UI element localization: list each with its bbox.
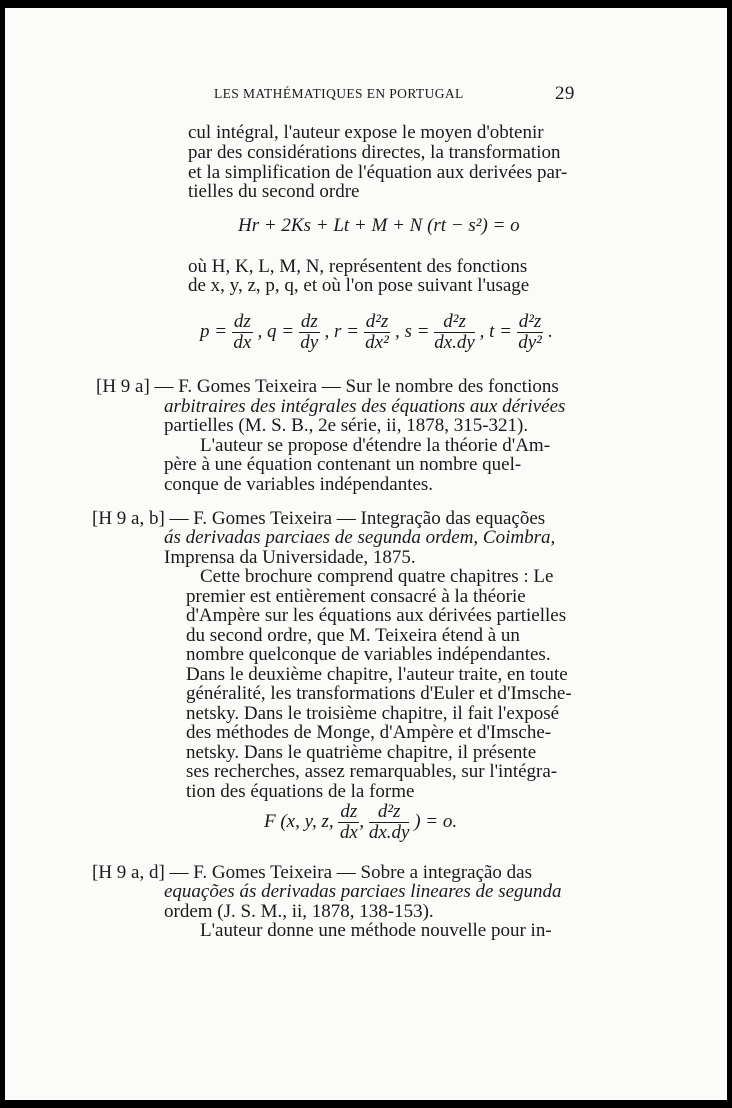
frac-den: dy (300, 332, 319, 353)
frac-num: dz (340, 801, 358, 822)
text-line: conque de variables indépendantes. (164, 474, 434, 495)
reference-heading: [H 9 a] — F. Gomes Teixeira — Sur le nombre des fonctions (96, 376, 559, 397)
def-p: p = (200, 320, 228, 342)
equation-definitions (200, 312, 553, 353)
fraction (299, 312, 320, 353)
text-line: par des considérations directes, la transformation (188, 142, 561, 163)
reference-heading: [H 9 a, b] — F. Gomes Teixeira — Integração das equações (92, 508, 546, 529)
text-line: Dans le deuxième chapitre, l'auteur traite, en toute (186, 664, 568, 685)
text-line: d'Ampère sur les équations aux dérivées partielles (186, 605, 567, 626)
text-line: netsky. Dans le troisième chapitre, il fait l'exposé (186, 703, 560, 724)
frac-den: dy² (518, 332, 542, 353)
def-s: , s = (395, 320, 430, 342)
text-line: ordem (J. S. M., ii, 1878, 138-153). (164, 901, 434, 922)
text-line: père à une équation contenant un nombre quel- (164, 454, 522, 475)
formula-lead: F (x, y, z, (264, 810, 334, 832)
text-line: ses recherches, assez remarquables, sur l'intégra- (186, 761, 558, 782)
text-line: L'auteur se propose d'étendre la théorie d'Am- (200, 435, 551, 456)
formula-sep: , (359, 810, 365, 832)
text-line: généralité, les transformations d'Euler et d'Imsche- (186, 683, 572, 704)
def-t: , t = (479, 320, 512, 342)
frac-num: dz (233, 311, 251, 332)
frac-num: dz (300, 311, 318, 332)
fraction (338, 802, 359, 843)
running-title: LES MATHÉMATIQUES EN PORTUGAL (214, 86, 464, 101)
fraction (364, 312, 391, 353)
formula-tail: ) = o. (414, 810, 458, 832)
frac-num: d²z (434, 312, 475, 333)
frac-num: d²z (365, 311, 389, 332)
def-q: , q = (257, 320, 295, 342)
page-number: 29 (555, 83, 575, 104)
def-r: , r = (324, 320, 359, 342)
text-line: tielles du second ordre (188, 181, 360, 202)
equation-main: Hr + 2Ks + Lt + M + N (rt − s²) = o (238, 215, 520, 236)
frac-den: dx.dy (434, 332, 475, 353)
text-line: des méthodes de Monge, d'Ampère et d'Imsche- (186, 722, 552, 743)
text-line: premier est entièrement consacré à la théorie (186, 586, 526, 607)
fraction (517, 312, 544, 353)
text-line: ás derivadas parciaes de segunda ordem, Coimbra, (164, 527, 556, 548)
text-line: arbitraires des intégrales des équations aux dérivées (164, 396, 566, 417)
fraction (434, 312, 475, 353)
def-end: . (548, 320, 553, 342)
text-line: de x, y, z, p, q, et où l'on pose suivant l'usage (188, 275, 530, 296)
equation-form (264, 802, 457, 843)
text-line: du second ordre, que M. Teixeira étend à un (186, 625, 520, 646)
reference-heading: [H 9 a, d] — F. Gomes Teixeira — Sobre a integração das (92, 862, 533, 883)
frac-num: d²z (518, 311, 542, 332)
text-line: nombre quelconque de variables indépendantes. (186, 644, 551, 665)
text-line: cul intégral, l'auteur expose le moyen d'obtenir (188, 122, 544, 143)
text-line: Imprensa da Universidade, 1875. (164, 547, 416, 568)
frac-den: dx.dy (368, 822, 410, 843)
text-line: partielles (M. S. B., 2e série, ii, 1878, 315-321). (164, 415, 529, 436)
text-line: L'auteur donne une méthode nouvelle pour in- (200, 920, 552, 941)
fraction (232, 312, 253, 353)
text-line: equações ás derivadas parciaes lineares de segunda (164, 881, 562, 902)
fraction (369, 802, 410, 843)
frac-den: dx (233, 332, 252, 353)
frac-den: dx (339, 822, 358, 843)
text-line: et la simplification de l'équation aux derivées par- (188, 162, 568, 183)
frac-num: d²z (369, 802, 410, 823)
frac-den: dx² (365, 332, 389, 353)
text-line: netsky. Dans le quatrième chapitre, il présente (186, 742, 537, 763)
text-line: tion des équations de la forme (186, 781, 415, 802)
text-line: où H, K, L, M, N, représentent des fonctions (188, 256, 528, 277)
text-line: Cette brochure comprend quatre chapitres : Le (200, 566, 554, 587)
